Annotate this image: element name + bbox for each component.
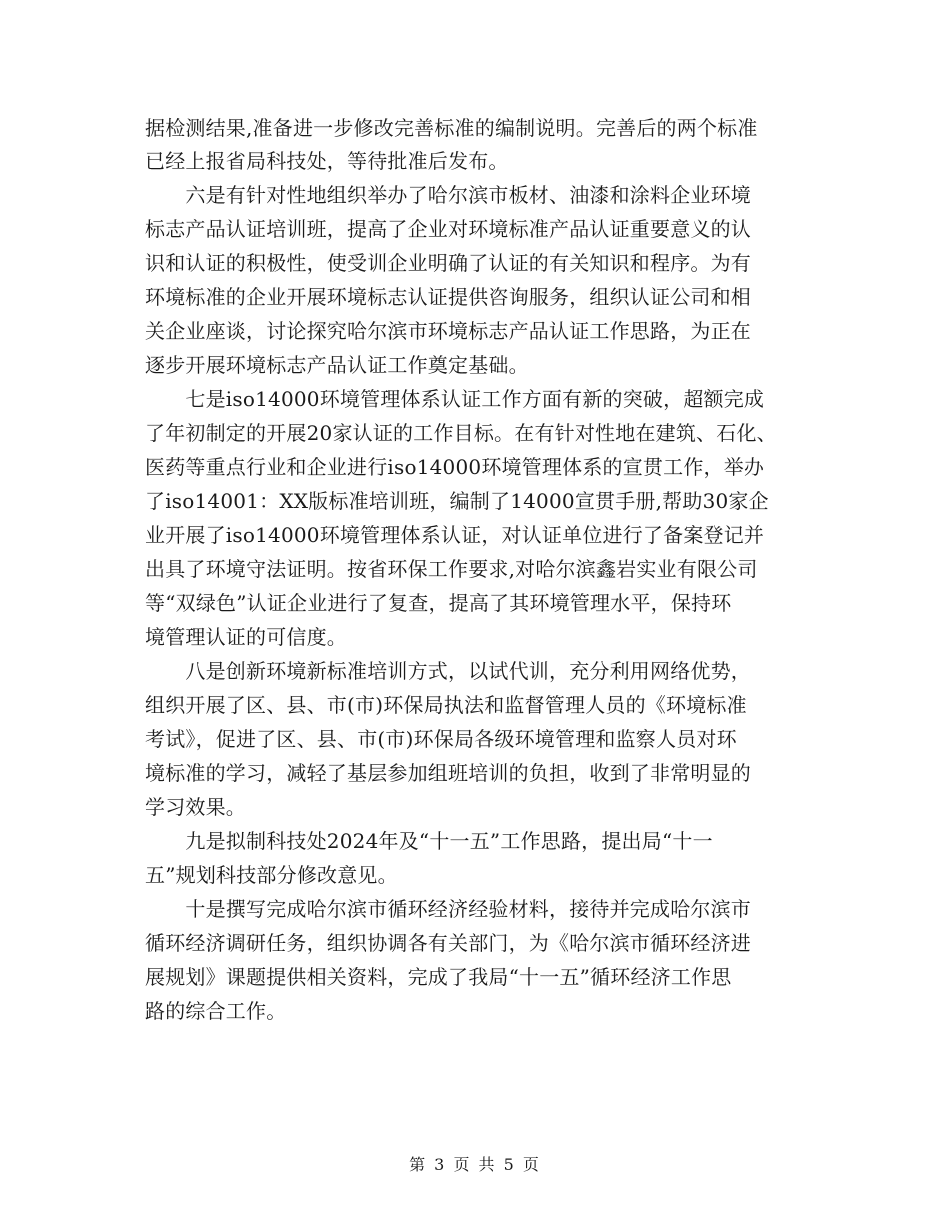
text-line: 据检测结果,准备进一步修改完善标准的编制说明。完善后的两个标准	[145, 116, 758, 140]
text-line: 境标准的学习，减轻了基层参加组班培训的负担，收到了非常明显的	[145, 761, 751, 785]
text-line: 境管理认证的可信度。	[145, 625, 347, 649]
text-line: 六是有针对性地组织举办了哈尔滨市板材、油漆和涂料企业环境	[145, 183, 751, 207]
text-line: 等“双绿色”认证企业进行了复查，提高了其环境管理水平，保持环	[145, 591, 732, 615]
text-line: 已经上报省局科技处，等待批准后发布。	[145, 149, 509, 173]
text-line: 展规划》课题提供相关资料，完成了我局“十一五”循环经济工作思	[145, 965, 732, 989]
text-line: 医药等重点行业和企业进行iso14000环境管理体系的宣贯工作，举办	[145, 455, 765, 479]
text-line: 八是创新环境新标准培训方式，以试代训，充分利用网络优势，	[145, 659, 751, 683]
text-line: 业开展了iso14000环境管理体系认证，对认证单位进行了备案登记并	[145, 523, 765, 547]
text-line: 七是iso14000环境管理体系认证工作方面有新的突破，超额完成	[145, 387, 765, 411]
text-line: 了年初制定的开展20家认证的工作目标。在有针对性地在建筑、石化、	[145, 421, 777, 445]
text-line: 了iso14001：XX版标准培训班，编制了14000宣贯手册,帮助30家企	[145, 489, 769, 513]
text-line: 识和认证的积极性，使受训企业明确了认证的有关知识和程序。为有	[145, 251, 751, 275]
text-line: 学习效果。	[145, 795, 246, 819]
text-line: 五”规划科技部分修改意见。	[145, 863, 398, 887]
text-line: 环境标准的企业开展环境标志认证提供咨询服务，组织认证公司和相	[145, 285, 751, 309]
text-line: 考试》，促进了区、县、市(市)环保局各级环境管理和监察人员对环	[145, 727, 737, 751]
page-number-footer: 第 3 页 共 5 页	[409, 1155, 541, 1174]
text-line: 关企业座谈，讨论探究哈尔滨市环境标志产品认证工作思路，为正在	[145, 319, 751, 343]
text-line: 九是拟制科技处2024年及“十一五”工作思路，提出局“十一	[145, 829, 713, 853]
text-line: 标志产品认证培训班，提高了企业对环境标准产品认证重要意义的认	[145, 217, 751, 241]
text-line: 逐步开展环境标志产品认证工作奠定基础。	[145, 353, 529, 377]
text-line: 十是撰写完成哈尔滨市循环经济经验材料，接待并完成哈尔滨市	[145, 897, 751, 921]
text-line: 组织开展了区、县、市(市)环保局执法和监督管理人员的《环境标准	[145, 693, 747, 717]
text-line: 路的综合工作。	[145, 999, 287, 1023]
text-line: 循环经济调研任务，组织协调各有关部门，为《哈尔滨市循环经济进	[145, 931, 751, 955]
text-line: 出具了环境守法证明。按省环保工作要求,对哈尔滨鑫岩实业有限公司	[145, 557, 758, 581]
